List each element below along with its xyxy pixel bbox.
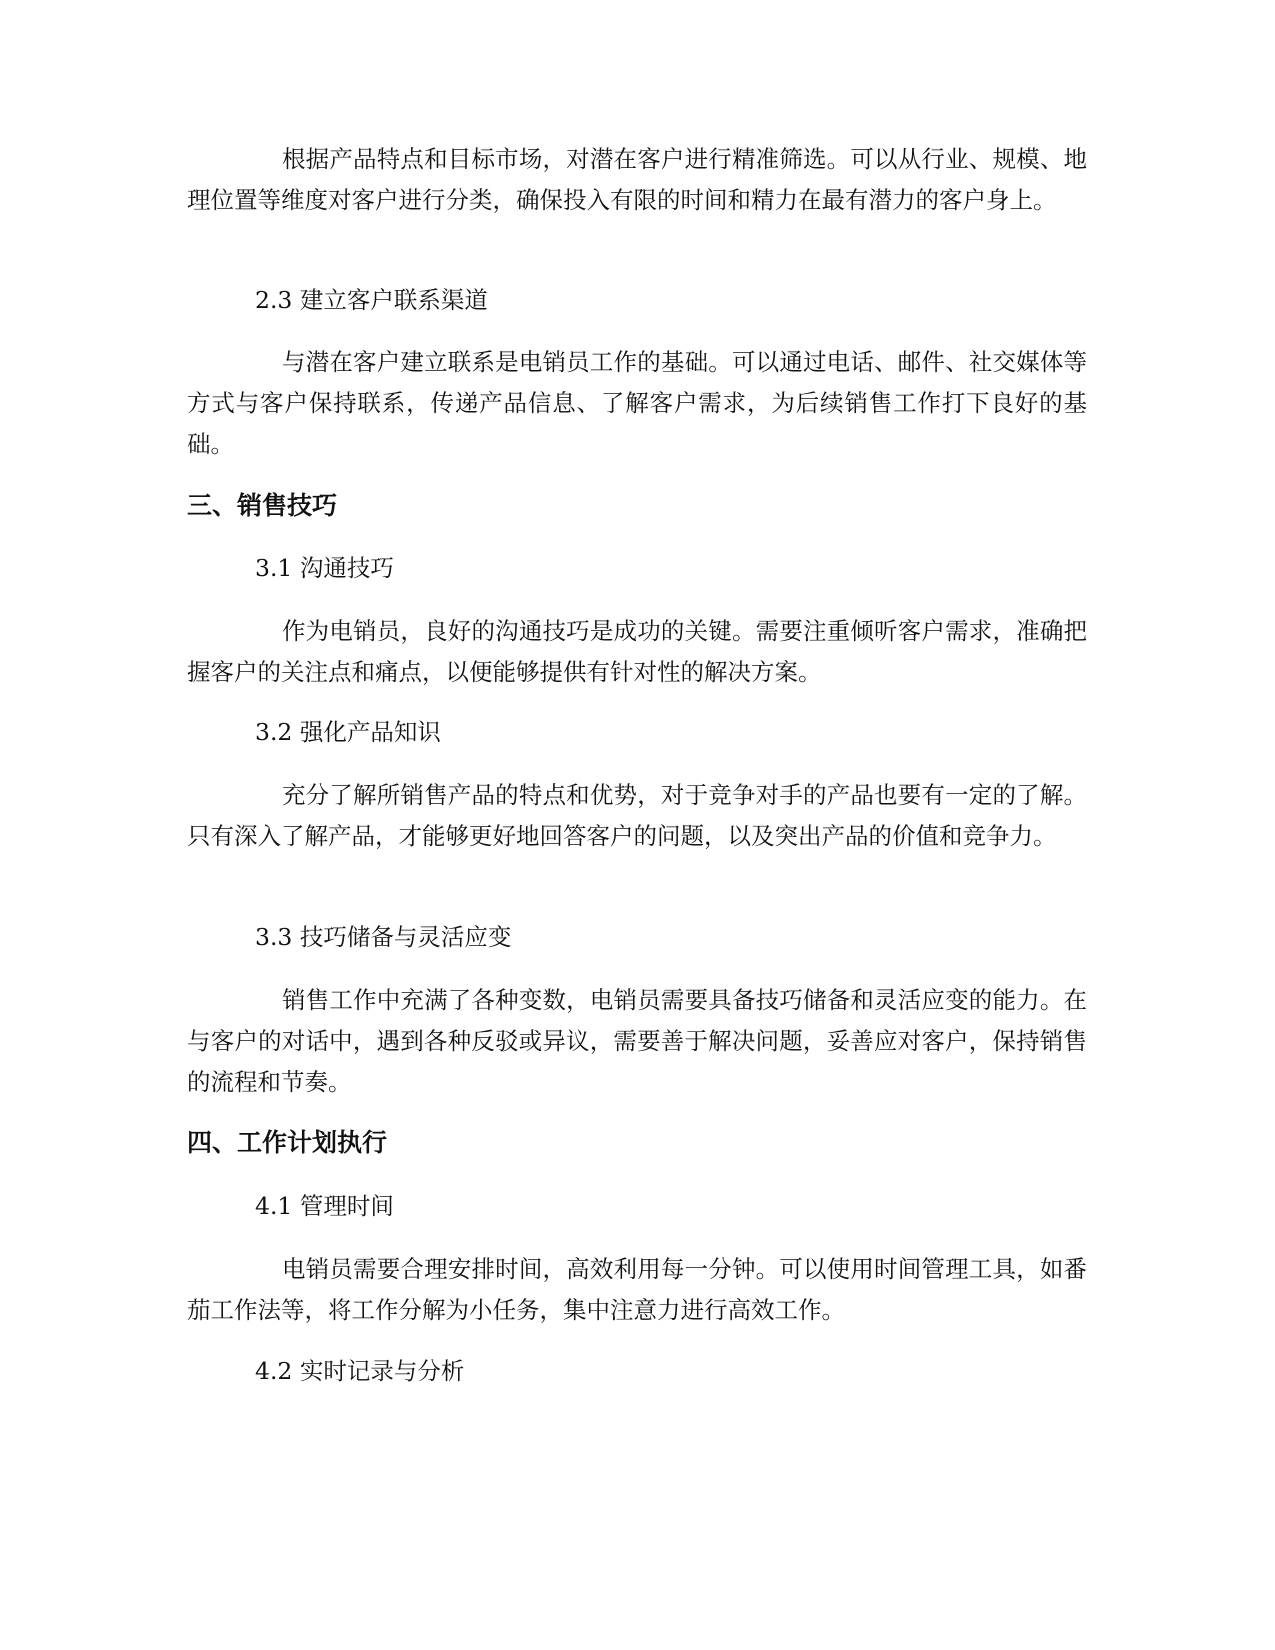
subheading-3-1: 3.1 沟通技巧 [255, 554, 394, 582]
subheading-4-1: 4.1 管理时间 [255, 1192, 394, 1220]
section-heading-3: 三、销售技巧 [187, 491, 338, 520]
section-heading-4: 四、工作计划执行 [187, 1128, 388, 1157]
paragraph-4-1: 电销员需要合理安排时间，高效利用每一分钟。可以使用时间管理工具，如番茄工作法等，将工作分解为小任务，集中注意力进行高效工作。 [187, 1255, 1087, 1324]
subheading-2-3: 2.3 建立客户联系渠道 [255, 286, 488, 314]
paragraph-3-3: 销售工作中充满了各种变数，电销员需要具备技巧储备和灵活应变的能力。在与客户的对话中，遇到各种反驳或异议，需要善于解决问题，妥善应对客户，保持销售的流程和节奏。 [187, 986, 1087, 1096]
paragraph-2-3: 与潜在客户建立联系是电销员工作的基础。可以通过电话、邮件、社交媒体等方式与客户保持联系，传递产品信息、了解客户需求，为后续销售工作打下良好的基础。 [187, 348, 1087, 458]
paragraph-customer-screening: 根据产品特点和目标市场，对潜在客户进行精准筛选。可以从行业、规模、地理位置等维度对客户进行分类，确保投入有限的时间和精力在最有潜力的客户身上。 [187, 145, 1087, 214]
subheading-3-2: 3.2 强化产品知识 [255, 718, 441, 746]
subheading-4-2: 4.2 实时记录与分析 [255, 1357, 465, 1385]
subheading-3-3: 3.3 技巧储备与灵活应变 [255, 923, 512, 951]
paragraph-3-2: 充分了解所销售产品的特点和优势，对于竞争对手的产品也要有一定的了解。只有深入了解产品，才能够更好地回答客户的问题，以及突出产品的价值和竞争力。 [187, 781, 1087, 850]
paragraph-3-1: 作为电销员，良好的沟通技巧是成功的关键。需要注重倾听客户需求，准确把握客户的关注点和痛点，以便能够提供有针对性的解决方案。 [187, 617, 1087, 686]
